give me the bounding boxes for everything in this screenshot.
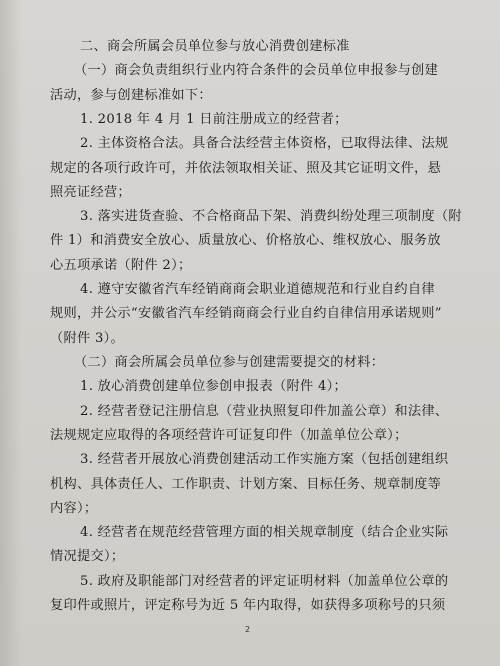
paragraph-line: 法规规定应取得的各项经营许可证复印件（加盖单位公章）； xyxy=(50,427,408,443)
subsection-heading-1: （一）商会负责组织行业内符合条件的会员单位申报参与创建 xyxy=(74,63,439,79)
paragraph-line: （附件 3）。 xyxy=(50,330,125,346)
list-item-line: 3. 落实进货查验、不合格商品下架、消费纠纷处理三项制度（附 xyxy=(80,209,462,225)
paragraph-line: 规则，并公示“安徽省汽车经销商商会行业自约自律信用承诺规则” xyxy=(50,306,442,322)
list-item-line: 4. 经营者在规范经营管理方面的相关规章制度（结合企业实际 xyxy=(80,525,449,541)
subsection-heading-2: （二）商会所属会员单位参与创建需要提交的材料： xyxy=(74,355,385,370)
list-item-line: 2. 经营者登记注册信息（营业执照复印件加盖公章）和法律、 xyxy=(80,403,449,419)
paragraph-line: 机构、具体责任人、工作职责、计划方案、目标任务、规章制度等 xyxy=(50,476,442,492)
paragraph-line: 活动，参与创建标准如下： xyxy=(50,87,212,103)
page-number: 2 xyxy=(245,625,251,634)
paragraph-line: 照亮证经营； xyxy=(50,184,131,200)
page-shadow xyxy=(0,0,22,666)
list-item-line: 3. 经营者开展放心消费创建活动工作实施方案（包括创建组织 xyxy=(80,452,449,468)
list-item-line: 4. 遵守安徽省汽车经销商商会职业道德规范和行业自约自律 xyxy=(80,282,435,297)
paragraph-line: 情况提交）； xyxy=(50,549,125,565)
paragraph-line: 件 1）和消费安全放心、质量放心、价格放心、维权放心、服务放 xyxy=(50,233,441,249)
paragraph-line: 内容）； xyxy=(50,500,98,516)
paragraph-line: 规定的各项行政许可，并依法领取相关证、照及其它证明文件，悬 xyxy=(50,160,442,176)
list-item-line: 5. 政府及职能部门对经营者的评定证明材料（加盖单位公章的 xyxy=(80,573,449,589)
paragraph-line: 复印件或照片，评定称号为近 5 年内取得，如获得多项称号的只须 xyxy=(50,598,446,613)
list-item-line: 1. 放心消费创建单位参创申报表（附件 4）； xyxy=(80,379,348,395)
paragraph-line: 心五项承诺（附件 2）； xyxy=(50,257,192,273)
list-item-line: 2. 主体资格合法。具备合法经营主体资格，已取得法律、法规 xyxy=(80,136,449,152)
section-heading: 二、商会所属会员单位参与放心消费创建标准 xyxy=(80,39,350,54)
list-item-line: 1. 2018 年 4 月 1 日前注册成立的经营者； xyxy=(80,111,348,127)
